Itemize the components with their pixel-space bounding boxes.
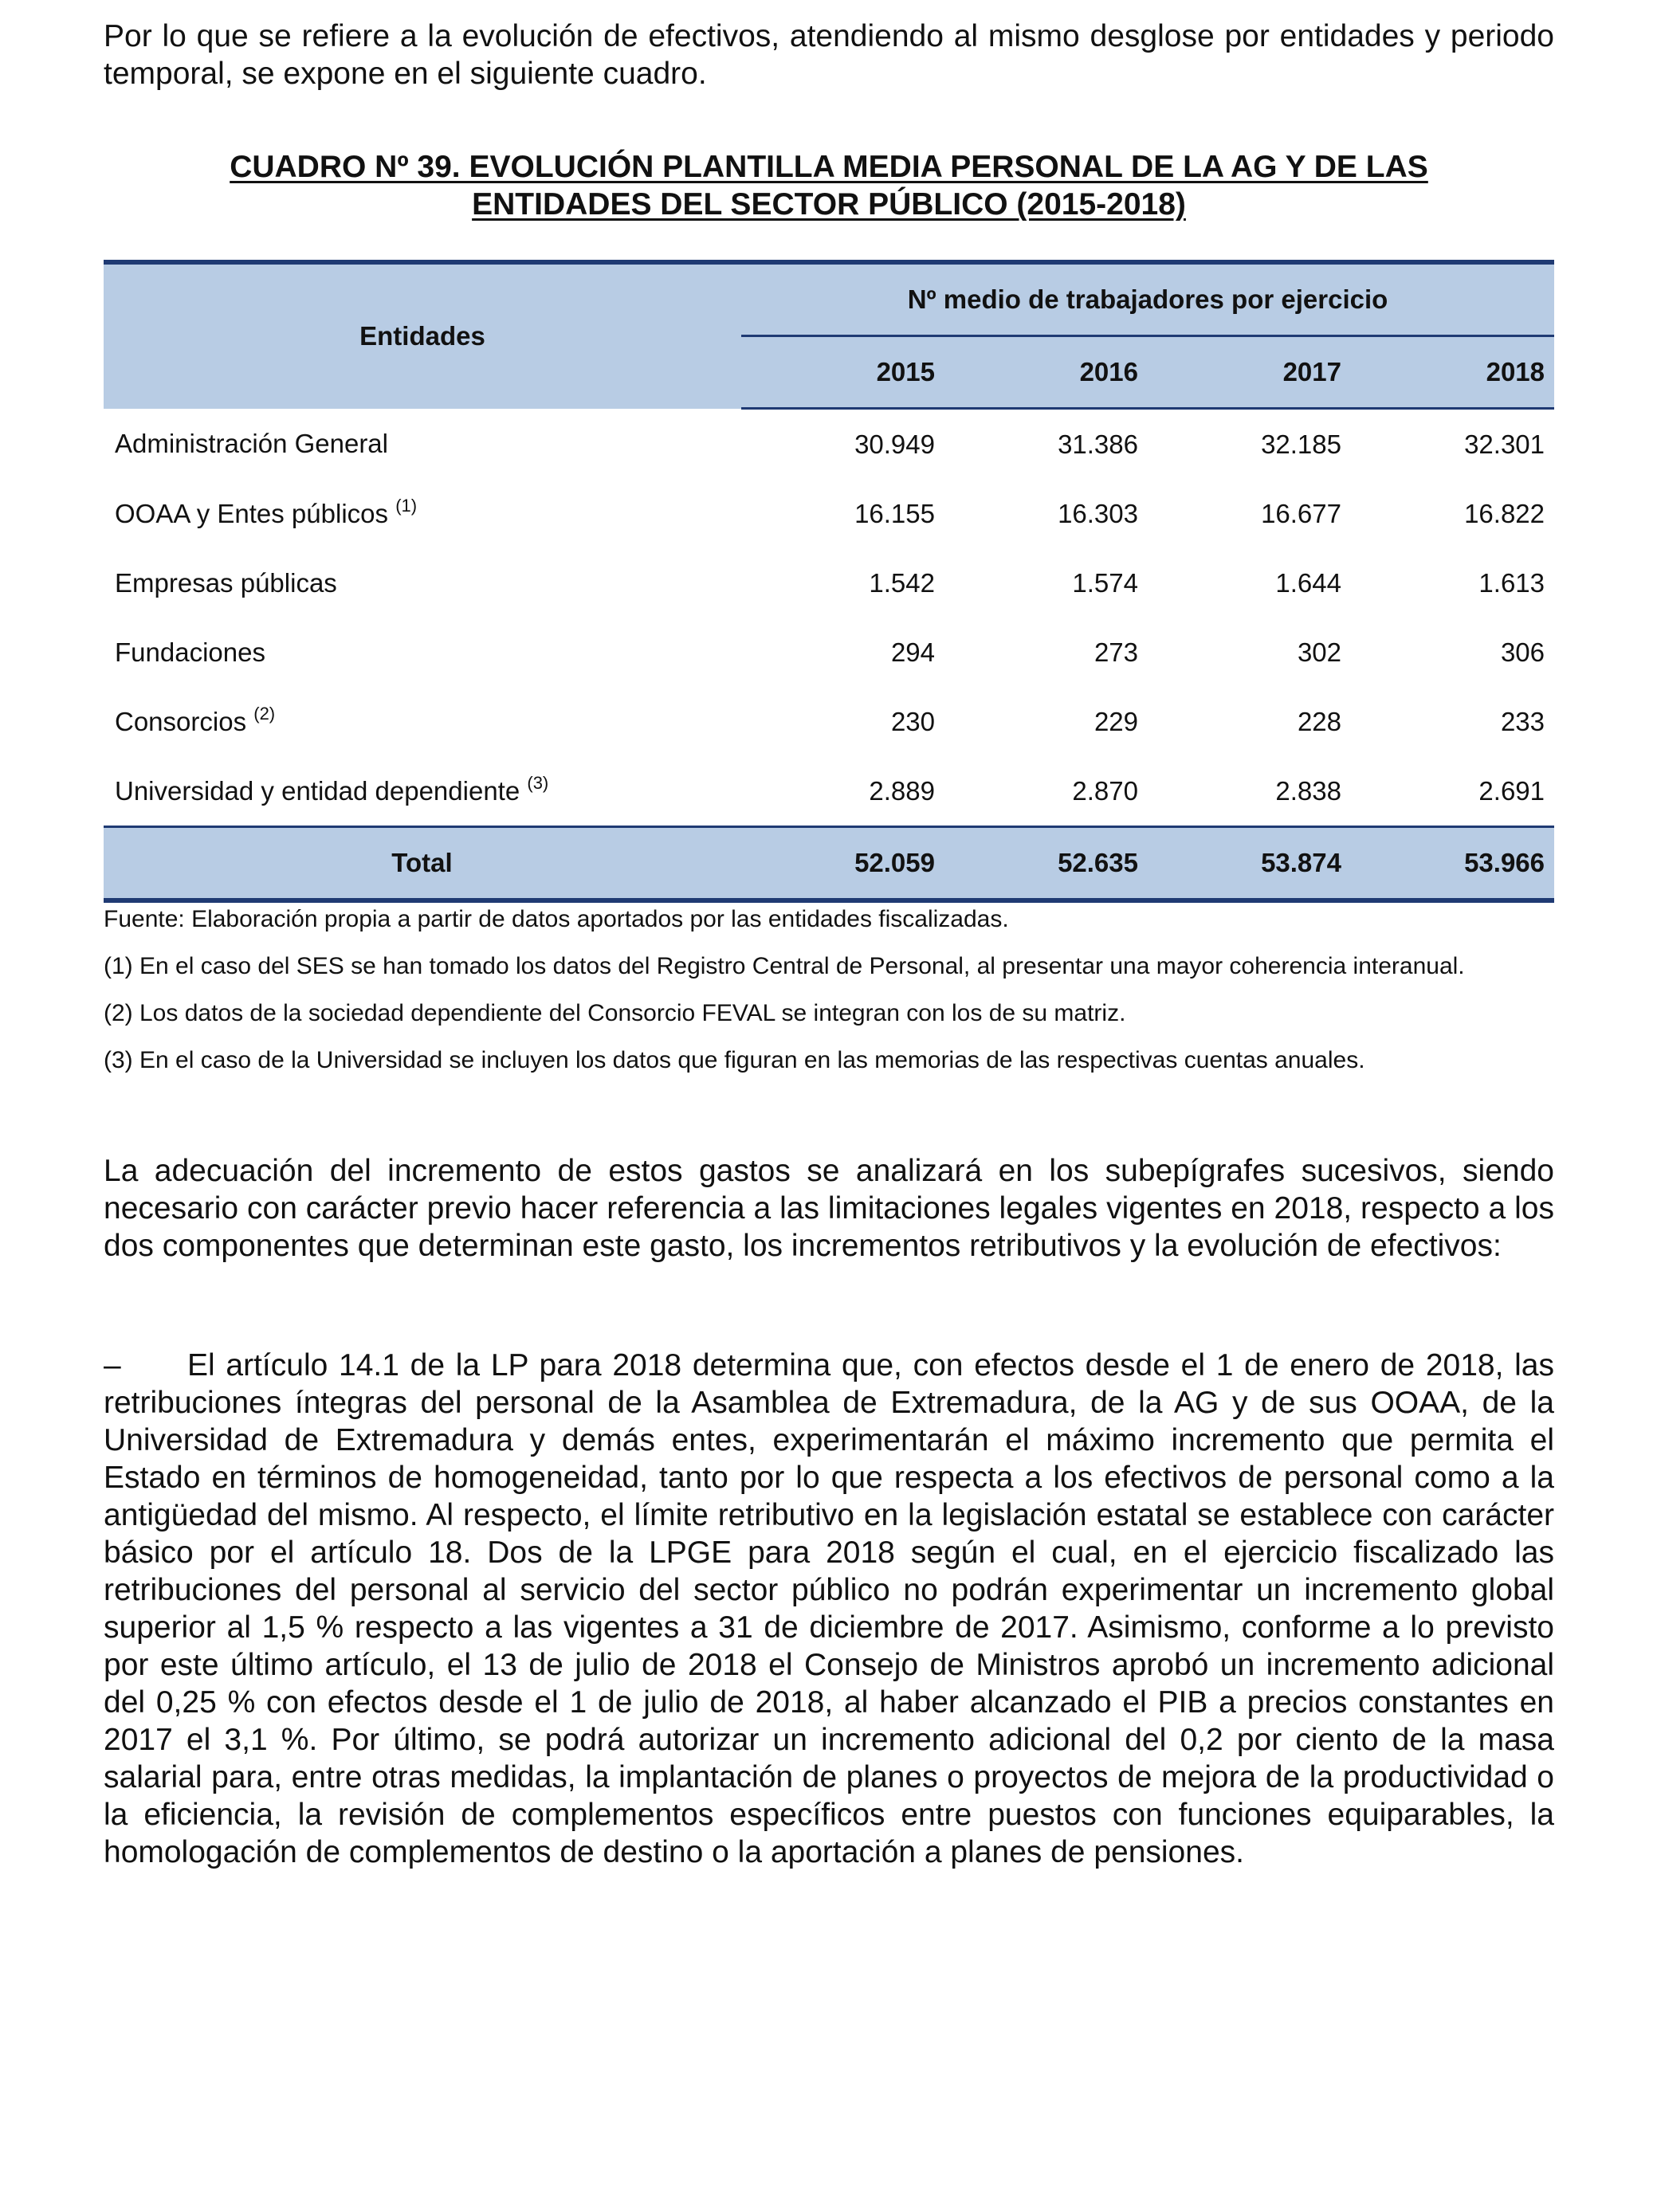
cell-value: 294 bbox=[890, 637, 935, 667]
cell-value: 2.691 bbox=[1478, 775, 1545, 806]
table-title bbox=[104, 148, 1554, 223]
bullet-text: El artículo 14.1 de la LP para 2018 determina que, con efectos desde el 1 de enero de 2018, las retribuciones íntegras del personal de la Asamblea de Extremadura, de la AG y de sus OOAA, de la Universidad de Extremadura y demás entes, experimentarán el máximo incremento que permita el Estado en términos de homogeneidad, tanto por lo que respecta a los efectivos de personal como a la antigüedad del mismo. Al respecto, el límite retributivo en la legislación estatal se establece con carácter básico por el artículo 18. Dos de la LPGE para 2018 según el cual, en el ejercicio fiscalizado las retribuciones del personal al servicio del sector público no podrán experimentar un incremento global superior al 1,5 % respecto a las vigentes a 31 de diciembre de 2017. Asimismo, conforme a lo previsto por este último artículo, el 13 de julio de 2018 el Consejo de Ministros aprobó un incremento adicional del 0,25 % con efectos desde el 1 de julio de 2018, al haber alcanzado el PIB a precios constantes en 2017 el 3,1 %. Por último, se podrá autorizar un incremento adicional del 0,2 por ciento de la masa salarial para, entre otras medidas, la implantación de planes o proyectos de mejora de la productividad o la eficiencia, la revisión de complementos específicos entre puestos con funciones equiparables, la homologación de complementos de destino o la aportación a planes de pensiones. bbox=[104, 1348, 1554, 1869]
table-row bbox=[104, 548, 1554, 618]
source-note: Fuente: Elaboración propia a partir de datos aportados por las entidades fiscalizadas. bbox=[104, 906, 1009, 932]
staff-evolution-table bbox=[104, 260, 1554, 903]
cell-value: 306 bbox=[1500, 637, 1545, 667]
cell-value: 273 bbox=[1094, 637, 1138, 667]
year-header: 2015 bbox=[741, 336, 944, 409]
cell-value: 2.838 bbox=[1275, 775, 1341, 806]
cell-value: 2.870 bbox=[1072, 775, 1138, 806]
table-title-line-2: ENTIDADES DEL SECTOR PÚBLICO (2015-2018) bbox=[472, 187, 1186, 222]
cell-value: 16.303 bbox=[1058, 498, 1138, 528]
cell-value: 233 bbox=[1500, 706, 1545, 736]
cell-value: 30.949 bbox=[854, 429, 935, 459]
footnote-ref: (2) bbox=[253, 703, 276, 724]
cell-value: 31.386 bbox=[1058, 429, 1138, 459]
table-notes bbox=[104, 904, 1554, 1092]
table-row bbox=[104, 687, 1554, 756]
cell-value: 16.822 bbox=[1464, 498, 1545, 528]
cell-value: 1.644 bbox=[1275, 567, 1341, 598]
total-value: 53.966 bbox=[1351, 827, 1554, 901]
cell-value: 1.542 bbox=[869, 567, 935, 598]
cell-value: 228 bbox=[1297, 706, 1341, 736]
row-label: OOAA y Entes públicos $^{(1)}$ bbox=[115, 495, 418, 528]
total-row bbox=[104, 827, 1554, 901]
cell-value: 229 bbox=[1094, 706, 1138, 736]
cell-value: 1.613 bbox=[1478, 567, 1545, 598]
year-header: 2016 bbox=[944, 336, 1148, 409]
footnote-ref: (1) bbox=[395, 495, 418, 516]
table-row bbox=[104, 618, 1554, 687]
cell-value: 2.889 bbox=[869, 775, 935, 806]
year-header: 2018 bbox=[1351, 336, 1554, 409]
table-row bbox=[104, 756, 1554, 827]
bullet-paragraph bbox=[104, 1347, 1554, 1871]
row-label: Empresas públicas bbox=[115, 567, 337, 598]
total-value: 53.874 bbox=[1148, 827, 1351, 901]
row-label: Consorcios $^{(2)}$ bbox=[115, 703, 276, 736]
cell-value: 1.574 bbox=[1072, 567, 1138, 598]
workers-group-header: Nº medio de trabajadores por ejercicio bbox=[741, 262, 1554, 336]
footnote-3: (3) En el caso de la Universidad se incluyen los datos que figuran en las memorias de las respectivas cuentas anuales. bbox=[104, 1047, 1365, 1073]
body-paragraph: La adecuación del incremento de estos gastos se analizará en los subepígrafes sucesivos, siendo necesario con carácter previo hacer referencia a las limitaciones legales vigentes en 2018, respecto a los dos componentes que determinan este gasto, los incrementos retributivos y la evolución de efectivos: bbox=[104, 1154, 1554, 1263]
footnote-ref: (3) bbox=[527, 772, 549, 793]
footnote-1: (1) En el caso del SES se han tomado los datos del Registro Central de Personal, al presentar una mayor coherencia interanual. bbox=[104, 953, 1465, 979]
cell-value: 32.185 bbox=[1261, 429, 1341, 459]
cell-value: 32.301 bbox=[1464, 429, 1545, 459]
row-label: Administración General bbox=[115, 428, 388, 458]
cell-value: 302 bbox=[1297, 637, 1341, 667]
table-header-row bbox=[104, 262, 1554, 336]
row-label: Fundaciones bbox=[115, 637, 265, 667]
dash-bullet: – bbox=[104, 1348, 121, 1382]
footnote-2: (2) Los datos de la sociedad dependiente del Consorcio FEVAL se integran con los de su matriz. bbox=[104, 1000, 1126, 1026]
row-label: Universidad y entidad dependiente $^{(3)}$ bbox=[115, 772, 549, 806]
table-row bbox=[104, 479, 1554, 548]
total-value: 52.059 bbox=[741, 827, 944, 901]
entity-column-header: Entidades bbox=[104, 262, 741, 409]
total-value: 52.635 bbox=[944, 827, 1148, 901]
total-label: Total bbox=[104, 827, 741, 901]
table-title-line-1: CUADRO Nº 39. EVOLUCIÓN PLANTILLA MEDIA PERSONAL DE LA AG Y DE LAS bbox=[230, 150, 1428, 184]
table-row bbox=[104, 409, 1554, 480]
intro-paragraph: Por lo que se refiere a la evolución de efectivos, atendiendo al mismo desglose por entidades y periodo temporal, se expone en el siguiente cuadro. bbox=[104, 19, 1554, 91]
cell-value: 16.677 bbox=[1261, 498, 1341, 528]
cell-value: 16.155 bbox=[854, 498, 935, 528]
cell-value: 230 bbox=[890, 706, 935, 736]
year-header: 2017 bbox=[1148, 336, 1351, 409]
